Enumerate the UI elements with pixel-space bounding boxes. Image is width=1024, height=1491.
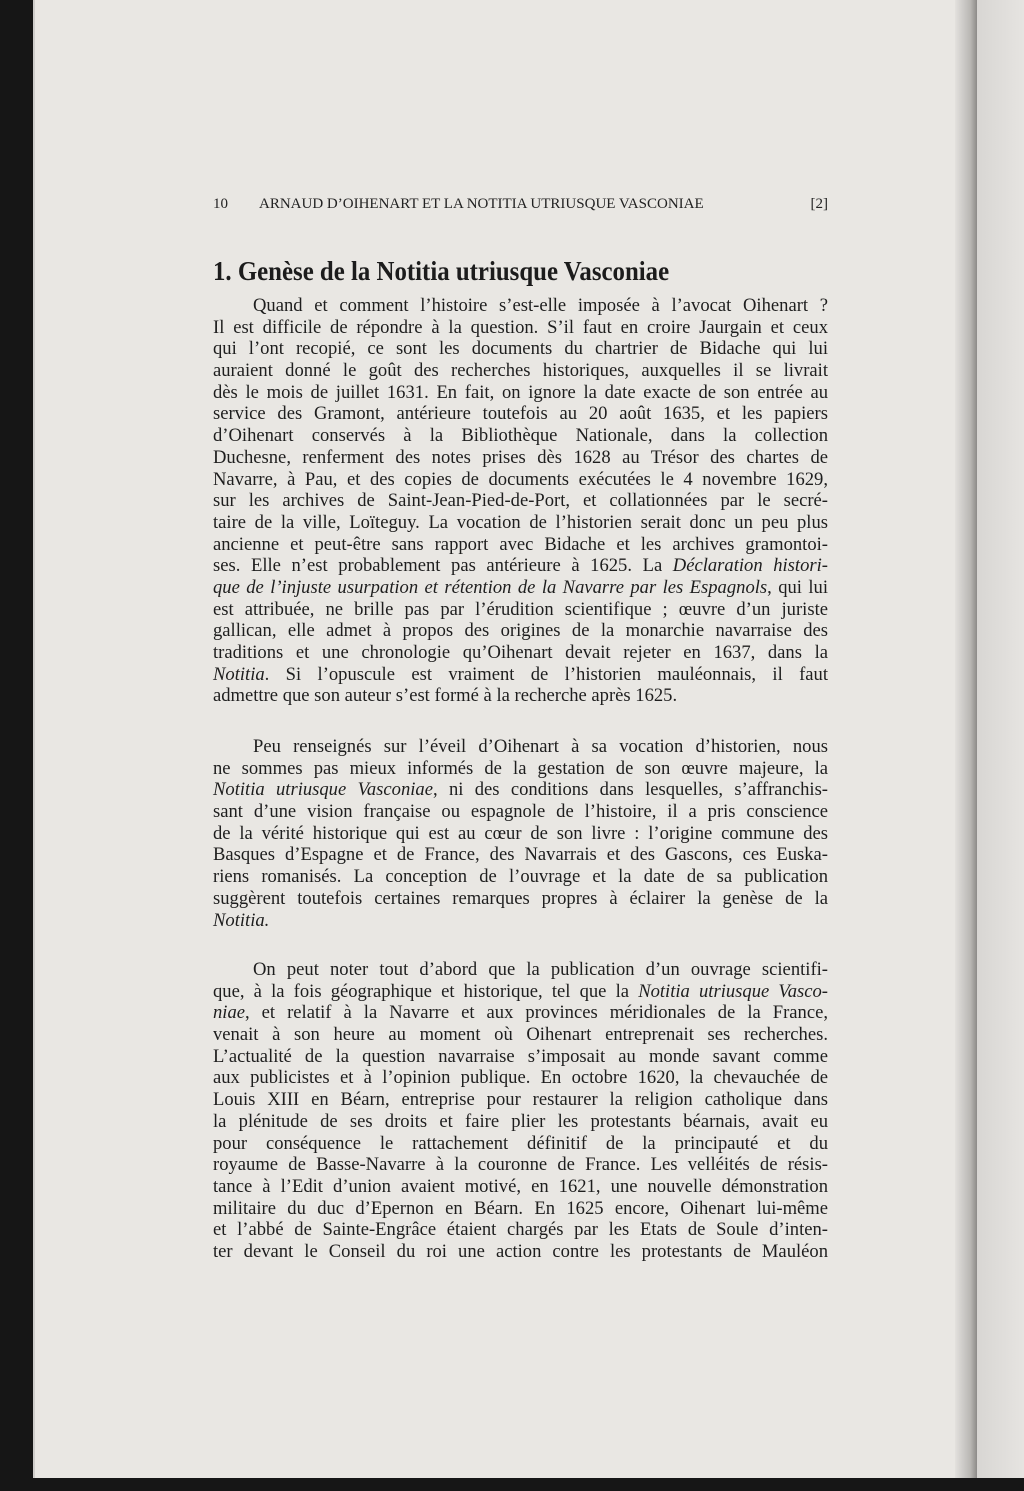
text-line xyxy=(213,447,828,469)
text-line xyxy=(213,317,828,339)
page-number: 10 xyxy=(213,196,228,212)
text-line xyxy=(213,577,828,599)
text-line xyxy=(213,642,828,664)
italic-text: niae xyxy=(213,1002,246,1024)
text-line xyxy=(213,295,828,317)
italic-text: Notitia xyxy=(213,663,265,685)
text-segment: Louis XIII en Béarn, entreprise pour restaurer la religion catholique dans xyxy=(213,1089,828,1111)
text-line xyxy=(213,910,828,932)
text-line xyxy=(213,1241,828,1263)
text-line xyxy=(213,888,828,910)
text-segment: traditions et une chronologie qu’Oihenart devait rejeter en 1637, dans la xyxy=(213,642,828,663)
text-segment: Il est difficile de répondre à la question. S’il faut en croire Jaurgain et ceux xyxy=(213,316,828,338)
text-line xyxy=(213,779,828,801)
text-line xyxy=(213,959,828,981)
text-segment: Navarre, à Pau, et des copies de documents exécutées le 4 novembre 1629, xyxy=(213,468,828,490)
text-segment: aux publicistes et à l’opinion publique. En octobre 1620, la chevauchée de xyxy=(213,1067,828,1089)
text-segment: sant d’une vision française ou espagnole de l’histoire, il a pris conscience xyxy=(213,801,828,823)
text-line xyxy=(213,599,828,621)
text-segment: L’actualité de la question navarraise s’imposait au monde savant comme xyxy=(213,1045,828,1067)
text-line xyxy=(213,844,828,866)
text-line xyxy=(213,534,828,556)
text-segment: Duchesne, renferment des notes prises dès 1628 au Trésor des chartes de xyxy=(213,446,828,468)
text-line xyxy=(213,360,828,382)
text-segment: qui l’ont recopié, ce sont les documents du chartrier de Bidache qui lui xyxy=(213,338,828,360)
italic-text: Déclaration histori- xyxy=(672,555,828,577)
text-line xyxy=(213,555,828,577)
running-header xyxy=(213,196,828,213)
text-segment: Peu renseignés sur l’éveil d’Oihenart à sa vocation d’historien, nous xyxy=(253,736,828,757)
running-title: ARNAUD D’OIHENART ET LA NOTITIA UTRIUSQUE VASCONIAE xyxy=(259,196,704,212)
italic-text: Notitia utriusque Vasconiae xyxy=(213,779,433,801)
text-line xyxy=(213,758,828,780)
text-line xyxy=(213,512,828,534)
text-segment: admettre que son auteur s’est formé à la recherche après 1625. xyxy=(213,685,678,707)
text-segment: , qui lui xyxy=(767,576,828,598)
text-segment: Basques d’Espagne et de France, des Navarrais et des Gascons, ces Euska- xyxy=(213,844,828,866)
text-segment: suggèrent toutefois certaines remarques propres à éclairer la genèse de la xyxy=(213,887,828,909)
text-line xyxy=(213,403,828,425)
text-line xyxy=(213,1219,828,1241)
italic-text: Notitia. xyxy=(213,909,270,931)
italic-text: que de l’injuste usurpation et rétention de la Navarre par les Espagnols xyxy=(213,576,768,598)
section-heading: 1. Genèse de la Notitia utriusque Vasconiae xyxy=(213,256,670,286)
text-segment: de la vérité historique qui est au cœur de son livre : l’origine commune des xyxy=(213,822,828,844)
text-segment: sur les archives de Saint-Jean-Pied-de-Port, et collationnées par le secré- xyxy=(213,490,828,512)
text-line xyxy=(213,1024,828,1046)
book-gutter xyxy=(955,0,977,1478)
text-segment: On peut noter tout d’abord que la publication d’un ouvrage scientifi- xyxy=(253,959,828,980)
text-line xyxy=(213,1089,828,1111)
text-segment: ne sommes pas mieux informés de la gestation de son œuvre majeure, la xyxy=(213,757,828,779)
text-segment: la plénitude de ses droits et faire plier les protestants béarnais, avait eu xyxy=(213,1110,828,1132)
text-line xyxy=(213,1002,828,1024)
text-segment: service des Gramont, antérieure toutefois au 20 août 1635, et les papiers xyxy=(213,403,828,425)
text-line xyxy=(213,1198,828,1220)
text-line xyxy=(213,469,828,491)
text-line xyxy=(213,664,828,686)
text-line xyxy=(213,338,828,360)
text-segment: , ni des conditions dans lesquelles, s’affranchis- xyxy=(432,779,828,801)
text-line xyxy=(213,981,828,1003)
text-segment: gallican, elle admet à propos des origines de la monarchie navarraise des xyxy=(213,620,828,642)
text-segment: et l’abbé de Sainte-Engrâce étaient chargés par les Etats de Soule d’inten- xyxy=(213,1219,828,1241)
text-line xyxy=(213,823,828,845)
text-line xyxy=(213,490,828,512)
text-segment: , et relatif à la Navarre et aux provinces méridionales de la France, xyxy=(245,1002,828,1024)
paragraph-3 xyxy=(213,959,828,1263)
text-segment: Quand et comment l’histoire s’est-elle imposée à l’avocat Oihenart ? xyxy=(253,295,828,316)
text-segment: royaume de Basse-Navarre à la couronne de France. Les velléités de résis- xyxy=(213,1154,828,1176)
text-line xyxy=(213,1154,828,1176)
text-line xyxy=(213,1176,828,1198)
text-segment: ancienne et peut-être sans rapport avec Bidache et les archives gramontoi- xyxy=(213,533,828,555)
italic-text: Notitia utriusque Vasco- xyxy=(638,980,828,1002)
text-segment: . Si l’opuscule est vraiment de l’historien mauléonnais, il faut xyxy=(264,663,828,685)
text-line xyxy=(213,382,828,404)
text-line xyxy=(213,620,828,642)
text-segment: d’Oihenart conservés à la Bibliothèque Nationale, dans la collection xyxy=(213,425,828,447)
text-line xyxy=(213,1133,828,1155)
section-number: [2] xyxy=(810,196,828,212)
text-segment: militaire du duc d’Epernon en Béarn. En 1625 encore, Oihenart lui-même xyxy=(213,1197,828,1219)
text-segment: taire de la ville, Loïteguy. La vocation de l’historien serait donc un peu plus xyxy=(213,511,828,533)
text-line xyxy=(213,425,828,447)
text-segment: venait à son heure au moment où Oihenart entreprenait ses recherches. xyxy=(213,1024,828,1046)
text-segment: que, à la fois géographique et historique, tel que la xyxy=(213,980,639,1002)
text-line xyxy=(213,801,828,823)
paragraph-1 xyxy=(213,295,828,707)
paragraph-2 xyxy=(213,736,828,931)
text-line xyxy=(213,1046,828,1068)
text-segment: ses. Elle n’est probablement pas antérieure à 1625. La xyxy=(213,555,673,577)
text-segment: auraient donné le goût des recherches historiques, auxquelles il se livrait xyxy=(213,360,828,382)
text-segment: ter devant le Conseil du roi une action contre les protestants de Mauléon xyxy=(213,1240,828,1262)
text-line xyxy=(213,1067,828,1089)
text-segment: dès le mois de juillet 1631. En fait, on ignore la date exacte de son entrée au xyxy=(213,381,828,403)
text-line xyxy=(213,1111,828,1133)
text-segment: riens romanisés. La conception de l’ouvrage et la date de sa publication xyxy=(213,866,828,888)
text-line xyxy=(213,736,828,758)
text-segment: tance à l’Edit d’union avaient motivé, en 1621, une nouvelle démonstration xyxy=(213,1175,828,1197)
next-page-edge xyxy=(977,0,1024,1478)
text-segment: est attribuée, ne brille pas par l’érudition scientifique ; œuvre d’un juriste xyxy=(213,598,828,620)
text-line xyxy=(213,685,828,707)
text-segment: pour conséquence le rattachement définitif de la principauté et du xyxy=(213,1132,828,1154)
text-line xyxy=(213,866,828,888)
